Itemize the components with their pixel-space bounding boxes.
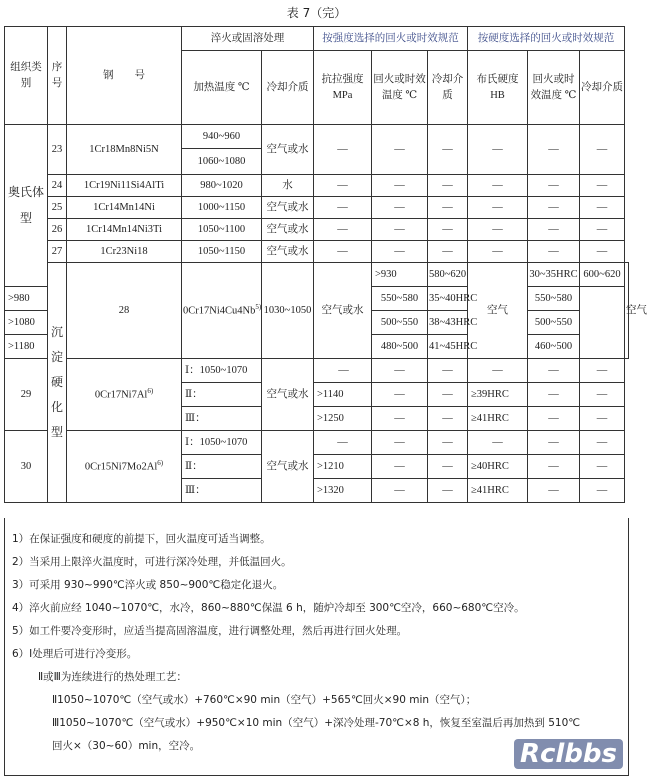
strength-28-3: >1080 (5, 311, 48, 335)
dash: — (428, 125, 468, 175)
dash: — (580, 407, 625, 431)
dash: — (528, 383, 580, 407)
dash: — (580, 455, 625, 479)
dash: — (372, 407, 428, 431)
seq-26: 26 (48, 219, 67, 241)
steel-30 (67, 431, 182, 503)
hardness-30-1: — (468, 431, 528, 455)
dash: — (372, 479, 428, 503)
temp-30-3: Ⅲ： (182, 479, 262, 503)
dash: — (468, 197, 528, 219)
strength-30-3: >1320 (314, 479, 372, 503)
header-heat-temp: 加热温度 ℃ (182, 51, 262, 125)
note-5: 5）如工件要冷变形时，应适当提高固溶温度，进行调整处理，然后再进行回火处理。 (12, 625, 408, 637)
temp-23a: 940~960 (182, 125, 262, 149)
steel-25: 1Cr14Mn14Ni (67, 197, 182, 219)
note-6-continuation: Ⅱ或Ⅲ为连续进行的热处理工艺： (38, 671, 187, 683)
cool-s-28: 空气 (468, 263, 528, 359)
seq-30: 30 (5, 431, 48, 503)
note-4: 4）淬火前应经 1040~1070℃，水冷，860~880℃保温 6 h，随炉冷却至 300℃空冷，660~680℃空冷。 (12, 602, 525, 614)
cool-25: 空气或水 (262, 197, 314, 219)
dash: — (428, 479, 468, 503)
dash: — (528, 479, 580, 503)
hardness-30-3: ≥41HRC (468, 479, 528, 503)
dash: — (314, 175, 372, 197)
note-3: 3）可采用 930~990℃淬火或 850~900℃稳定化退火。 (12, 579, 284, 591)
temper-s-28-1: 580~620 (428, 263, 468, 287)
dash: — (428, 431, 468, 455)
watermark-logo: Rclbbs (514, 739, 623, 769)
dash: — (580, 479, 625, 503)
dash: — (528, 431, 580, 455)
dash: — (468, 241, 528, 263)
dash: — (468, 175, 528, 197)
note-1: 1）在保证强度和硬度的前提下，回火温度可适当调整。 (12, 533, 271, 545)
dash: — (428, 407, 468, 431)
dash: — (580, 219, 625, 241)
steel-24: 1Cr19Ni11Si4AlTi (67, 175, 182, 197)
steel-30-note: 6) (157, 459, 164, 468)
seq-25: 25 (48, 197, 67, 219)
temp-29-1: Ⅰ：1050~1070 (182, 359, 262, 383)
strength-29-2: >1140 (314, 383, 372, 407)
note-6: 6）Ⅰ处理后可进行冷变形。 (12, 648, 138, 660)
cool-27: 空气或水 (262, 241, 314, 263)
temp-30-2: Ⅱ： (182, 455, 262, 479)
temp-30-1: Ⅰ：1050~1070 (182, 431, 262, 455)
note-6-process-3: Ⅲ1050~1070℃（空气或水）+950℃×10 min（空气）+深冷处理-70℃×8 h，恢复至室温后再加热到 510℃ (52, 717, 581, 729)
temp-24: 980~1020 (182, 175, 262, 197)
strength-30-2: >1210 (314, 455, 372, 479)
dash: — (372, 197, 428, 219)
dash: — (314, 197, 372, 219)
dash: — (528, 455, 580, 479)
dash: — (528, 241, 580, 263)
cool-23: 空气或水 (262, 125, 314, 175)
strength-29-1: — (314, 359, 372, 383)
table-caption: 表 7（完） (286, 6, 347, 20)
temp-27: 1050~1150 (182, 241, 262, 263)
heat-treatment-table (4, 26, 647, 503)
hardness-28-3: 38~43HRC (428, 311, 468, 335)
cool-26: 空气或水 (262, 219, 314, 241)
dash: — (314, 241, 372, 263)
dash: — (372, 359, 428, 383)
dash: — (528, 219, 580, 241)
dash: — (428, 197, 468, 219)
dash: — (528, 407, 580, 431)
dash: — (580, 359, 625, 383)
cool-h-28: 空气 (625, 263, 629, 359)
dash: — (314, 125, 372, 175)
temper-h-28-2: 550~580 (528, 287, 580, 311)
header-cool-1: 冷却介质 (262, 51, 314, 125)
dash: — (528, 197, 580, 219)
steel-28 (182, 263, 262, 359)
seq-23: 23 (48, 125, 67, 175)
temper-s-28-4: 480~500 (372, 335, 428, 359)
steel-30-text: 0Cr15Ni7Mo2Al (84, 461, 158, 473)
note-6-process-3-cont: 回火×（30~60）min，空冷。 (52, 740, 201, 752)
header-cool-3: 冷却介质 (580, 51, 625, 125)
dash: — (372, 175, 428, 197)
temp-23b: 1060~1080 (182, 149, 262, 175)
cool-29: 空气或水 (262, 359, 314, 431)
steel-28-note: 5) (255, 303, 262, 312)
cool-28: 空气或水 (314, 263, 372, 359)
seq-29: 29 (5, 359, 48, 431)
temper-s-28-3: 500~550 (372, 311, 428, 335)
dash: — (428, 383, 468, 407)
hardness-30-2: ≥40HRC (468, 455, 528, 479)
steel-27: 1Cr23Ni18 (67, 241, 182, 263)
header-seq: 序号 (48, 27, 67, 125)
dash: — (428, 455, 468, 479)
cool-24: 水 (262, 175, 314, 197)
note-2: 2）当采用上限淬火温度时，可进行深冷处理，并低温回火。 (12, 556, 292, 568)
dash: — (528, 359, 580, 383)
header-strength-group: 按强度选择的回火或时效规范 (314, 27, 468, 51)
steel-29-note: 6) (147, 387, 154, 396)
seq-27: 27 (48, 241, 67, 263)
dash: — (372, 383, 428, 407)
dash: — (428, 175, 468, 197)
temp-29-2: Ⅱ： (182, 383, 262, 407)
steel-28-text: 0Cr17Ni4Cu4Nb (183, 305, 256, 317)
strength-28-4: >1180 (5, 335, 48, 359)
header-steel: 钢 号 (67, 27, 182, 125)
seq-24: 24 (48, 175, 67, 197)
note-6-process-2: Ⅱ1050~1070℃（空气或水）+760℃×90 min（空气）+565℃回火×90 min（空气）； (52, 694, 477, 706)
hardness-28-2: 35~40HRC (428, 287, 468, 311)
hardness-28-1: 30~35HRC (528, 263, 580, 287)
category-austenitic: 奥氏体型 (5, 125, 48, 287)
dash: — (314, 219, 372, 241)
strength-29-3: >1250 (314, 407, 372, 431)
header-temper-2: 回火或时效温度 ℃ (528, 51, 580, 125)
footnotes (12, 528, 617, 758)
temper-h-28-1: 600~620 (580, 263, 625, 287)
header-tensile: 抗拉强度 MPa (314, 51, 372, 125)
header-cool-2: 冷却介质 (428, 51, 468, 125)
dash: — (468, 125, 528, 175)
dash: — (372, 431, 428, 455)
dash: — (580, 197, 625, 219)
strength-28-2: >980 (5, 287, 48, 311)
temper-h-28-4: 460~500 (528, 335, 580, 359)
header-quench-group: 淬火或固溶处理 (182, 27, 314, 51)
steel-26: 1Cr14Mn14Ni3Ti (67, 219, 182, 241)
dash: — (372, 125, 428, 175)
temp-25: 1000~1150 (182, 197, 262, 219)
dash: — (580, 125, 625, 175)
steel-29-text: 0Cr17Ni7Al (94, 389, 148, 401)
dash: — (528, 125, 580, 175)
hardness-29-3: ≥41HRC (468, 407, 528, 431)
seq-28: 28 (67, 263, 182, 359)
dash: — (468, 219, 528, 241)
category-precipitation: 沉淀硬化型 (48, 263, 67, 503)
dash: — (428, 241, 468, 263)
header-temper-1: 回火或时效温度 ℃ (372, 51, 428, 125)
dash: — (428, 219, 468, 241)
dash: — (428, 359, 468, 383)
dash: — (580, 383, 625, 407)
dash: — (372, 455, 428, 479)
strength-28-1: >930 (372, 263, 428, 287)
header-hb: 布氏硬度 HB (468, 51, 528, 125)
dash: — (580, 175, 625, 197)
hardness-29-2: ≥39HRC (468, 383, 528, 407)
steel-29 (67, 359, 182, 431)
temp-26: 1050~1100 (182, 219, 262, 241)
dash: — (580, 241, 625, 263)
temper-h-28-3: 500~550 (528, 311, 580, 335)
temp-29-3: Ⅲ： (182, 407, 262, 431)
cool-30: 空气或水 (262, 431, 314, 503)
temper-s-28-2: 550~580 (372, 287, 428, 311)
hardness-28-4: 41~45HRC (428, 335, 468, 359)
temp-28: 1030~1050 (262, 263, 314, 359)
dash: — (580, 431, 625, 455)
dash: — (372, 219, 428, 241)
dash: — (372, 241, 428, 263)
strength-30-1: — (314, 431, 372, 455)
dash: — (528, 175, 580, 197)
steel-23: 1Cr18Mn8Ni5N (67, 125, 182, 175)
header-category: 组织类别 (5, 27, 48, 125)
header-hardness-group: 按硬度选择的回火或时效规范 (468, 27, 625, 51)
hardness-29-1: — (468, 359, 528, 383)
